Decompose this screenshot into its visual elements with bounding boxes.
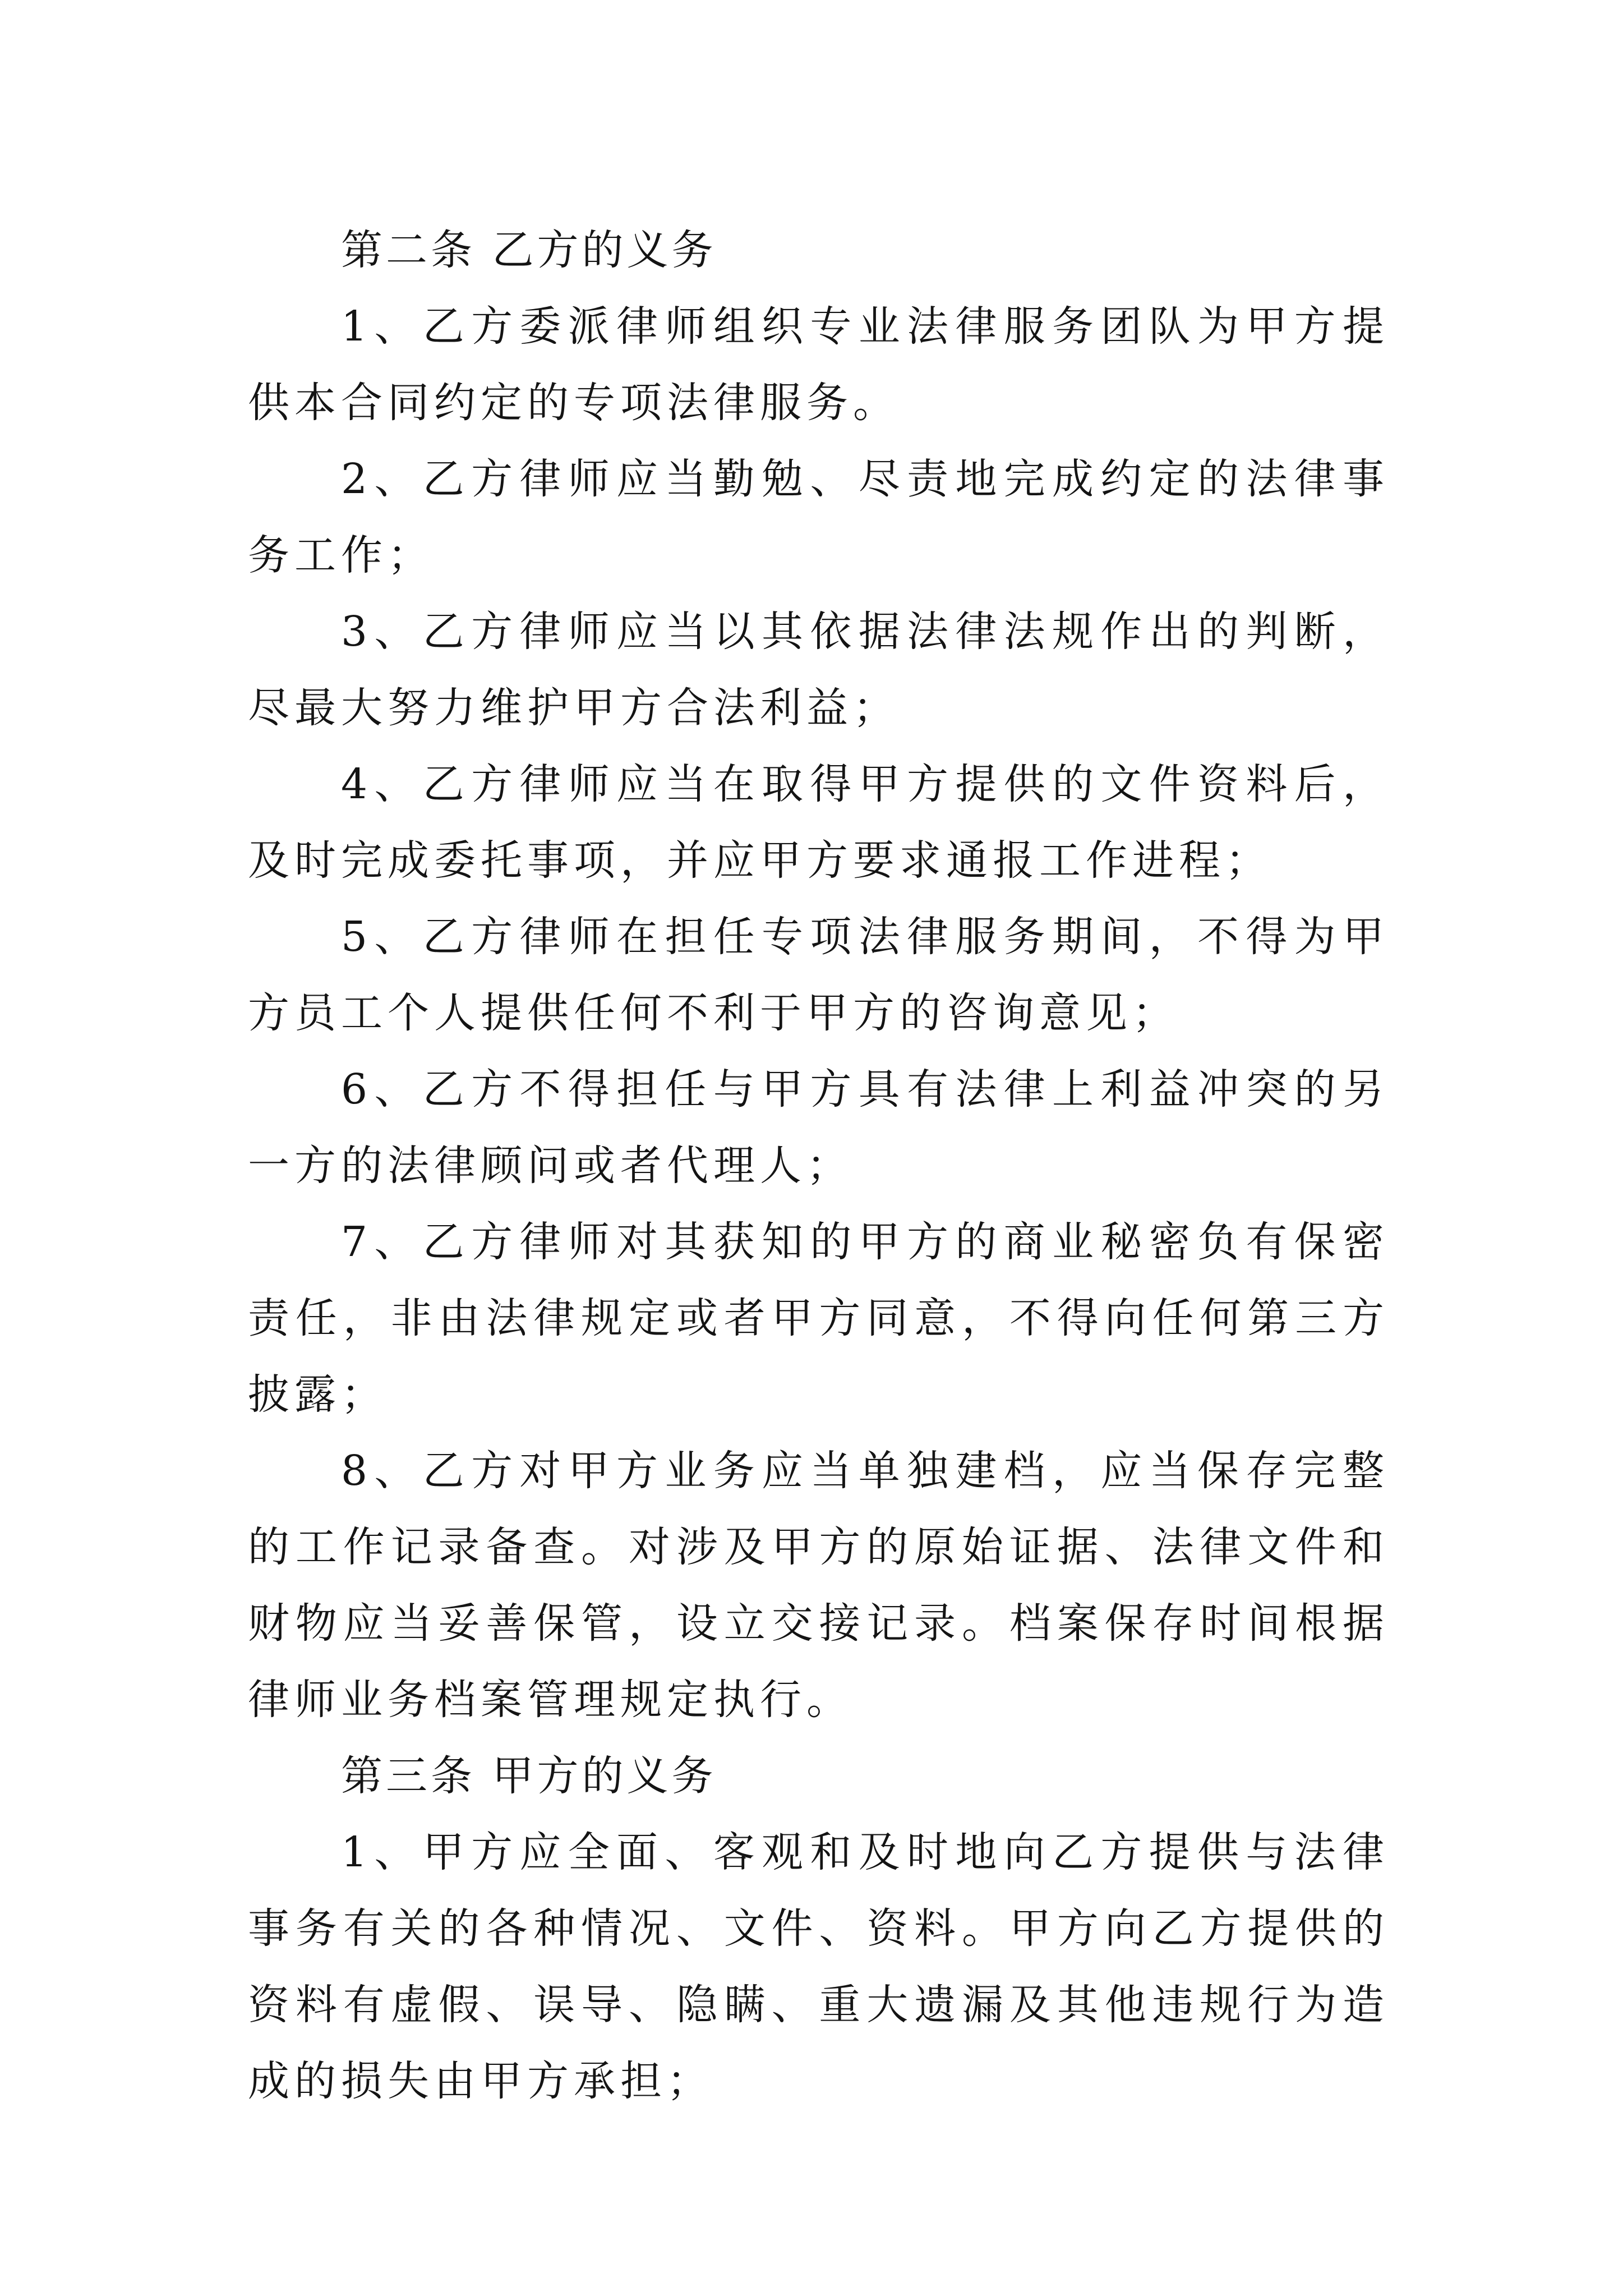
clause-2-6: 6、乙方不得担任与甲方具有法律上利益冲突的另一方的法律顾问或者代理人； <box>248 1065 1389 1190</box>
clause-2-4: 4、乙方律师应当在取得甲方提供的文件资料后，及时完成委托事项，并应甲方要求通报工作进程； <box>248 760 1389 885</box>
section-heading-article-2: 第二条 乙方的义务 <box>341 226 717 274</box>
clause-2-8: 8、乙方对甲方业务应当单独建档，应当保存完整的工作记录备查。对涉及甲方的原始证据、法律文件和财物应当妥善保管，设立交接记录。档案保存时间根据律师业务档案管理规定执行。 <box>248 1447 1389 1724</box>
clause-2-2: 2、乙方律师应当勤勉、尽责地完成约定的法律事务工作； <box>248 455 1389 579</box>
clause-2-7: 7、乙方律师对其获知的甲方的商业秘密负有保密责任，非由法律规定或者甲方同意，不得向任何第三方披露； <box>248 1218 1389 1419</box>
section-heading-article-3: 第三条 甲方的义务 <box>341 1752 717 1800</box>
document-body <box>248 212 1389 2119</box>
clause-2-5: 5、乙方律师在担任专项法律服务期间，不得为甲方员工个人提供任何不利于甲方的咨询意见； <box>248 913 1389 1037</box>
clause-2-3: 3、乙方律师应当以其依据法律法规作出的判断，尽最大努力维护甲方合法利益； <box>248 608 1389 732</box>
clause-3-1: 1、甲方应全面、客观和及时地向乙方提供与法律事务有关的各种情况、文件、资料。甲方向乙方提供的资料有虚假、误导、隐瞒、重大遗漏及其他违规行为造成的损失由甲方承担； <box>248 1828 1389 2105</box>
clause-2-1: 1、乙方委派律师组织专业法律服务团队为甲方提供本合同约定的专项法律服务。 <box>248 302 1389 427</box>
